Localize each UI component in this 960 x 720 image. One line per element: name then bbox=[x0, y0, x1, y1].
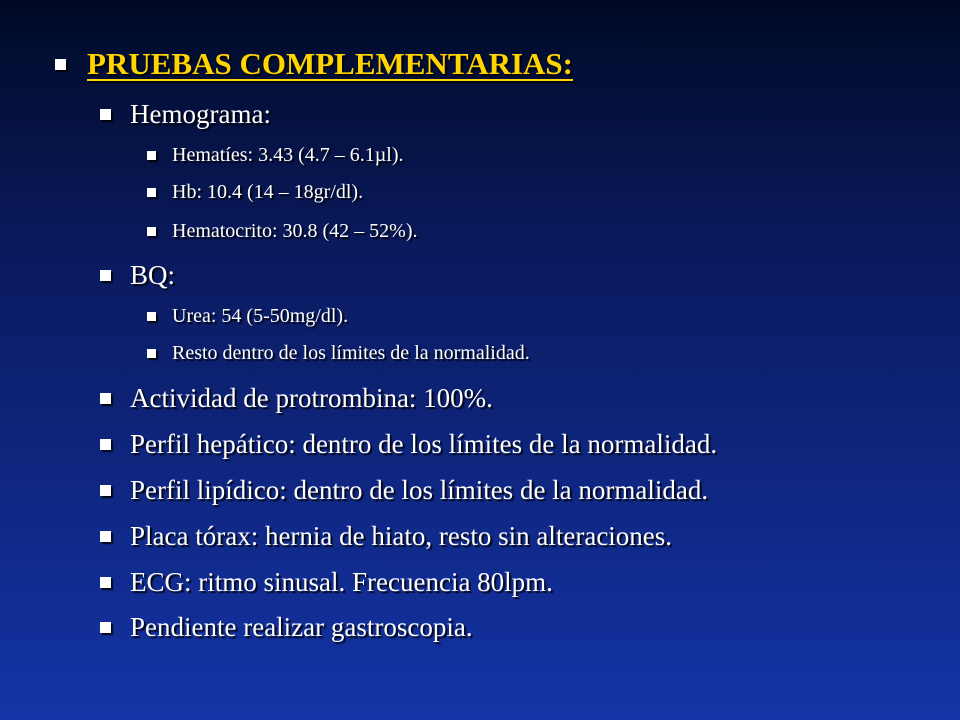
sub-item-text: Resto dentro de los límites de la normalidad. bbox=[172, 341, 530, 364]
list-item-hemograma bbox=[100, 94, 271, 134]
square-bullet-icon bbox=[100, 531, 111, 542]
finding-text: ECG: ritmo sinusal. Frecuencia 80lpm. bbox=[130, 566, 553, 597]
finding-text: Perfil hepático: dentro de los límites de la normalidad. bbox=[130, 428, 718, 459]
sub-item-text: Hb: 10.4 (14 – 18gr/dl). bbox=[172, 180, 364, 203]
sub-item-hematies bbox=[147, 139, 403, 171]
square-bullet-icon bbox=[100, 577, 111, 588]
finding-text: Pendiente realizar gastroscopia. bbox=[130, 611, 473, 642]
slide-title: PRUEBAS COMPLEMENTARIAS: bbox=[87, 46, 573, 81]
square-bullet-icon bbox=[100, 622, 111, 633]
square-bullet-icon bbox=[55, 59, 66, 70]
square-bullet-icon bbox=[147, 312, 156, 321]
sub-item-text: Urea: 54 (5-50mg/dl). bbox=[172, 304, 349, 327]
square-bullet-icon bbox=[100, 485, 111, 496]
list-item-protrombina bbox=[100, 378, 493, 418]
list-item-perfil-lipidico bbox=[100, 470, 708, 510]
list-item-perfil-hepatico bbox=[100, 424, 717, 464]
square-bullet-icon bbox=[147, 151, 156, 160]
finding-text: Perfil lipídico: dentro de los límites de la normalidad. bbox=[130, 474, 709, 505]
square-bullet-icon bbox=[100, 439, 111, 450]
slide-title-row bbox=[55, 42, 573, 86]
list-item-bq bbox=[100, 255, 175, 295]
sub-item-text: Hematíes: 3.43 (4.7 – 6.1µl). bbox=[172, 143, 404, 166]
square-bullet-icon bbox=[147, 349, 156, 358]
square-bullet-icon bbox=[100, 393, 111, 404]
sub-item-hematocrito bbox=[147, 215, 418, 247]
square-bullet-icon bbox=[147, 227, 156, 236]
finding-text: Actividad de protrombina: 100%. bbox=[130, 382, 493, 413]
square-bullet-icon bbox=[147, 188, 156, 197]
square-bullet-icon bbox=[100, 109, 111, 120]
list-item-placa-torax bbox=[100, 516, 672, 556]
sub-item-hb bbox=[147, 176, 363, 208]
bq-label: BQ: bbox=[130, 259, 176, 290]
list-item-gastroscopia bbox=[100, 607, 473, 647]
sub-item-resto bbox=[147, 337, 530, 369]
sub-item-urea bbox=[147, 300, 348, 332]
list-item-ecg bbox=[100, 562, 553, 602]
sub-item-text: Hematocrito: 30.8 (42 – 52%). bbox=[172, 219, 418, 242]
finding-text: Placa tórax: hernia de hiato, resto sin alteraciones. bbox=[130, 520, 673, 551]
square-bullet-icon bbox=[100, 270, 111, 281]
hemograma-label: Hemograma: bbox=[130, 98, 271, 129]
